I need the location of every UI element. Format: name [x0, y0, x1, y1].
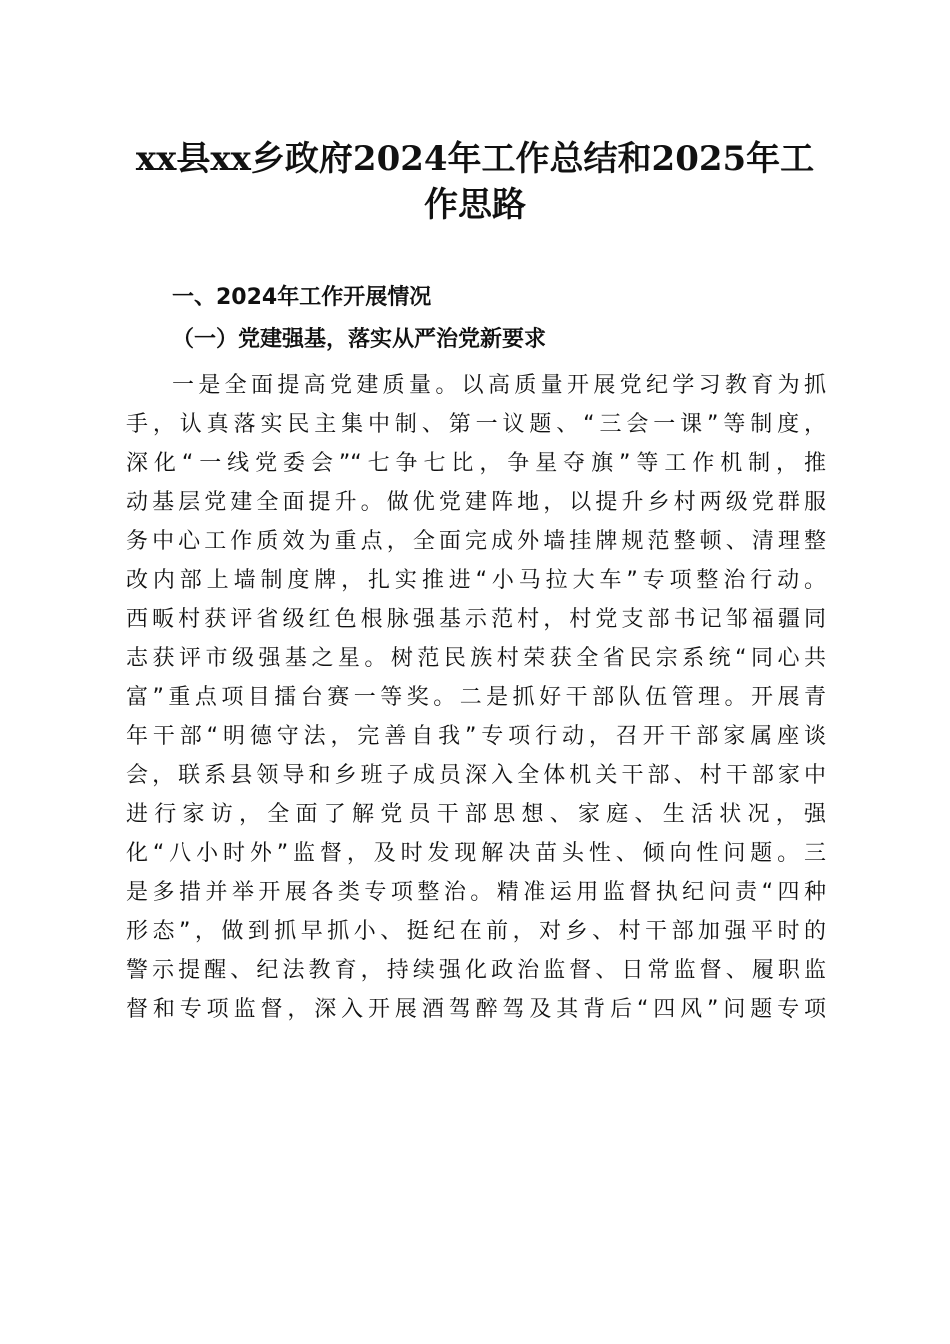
body-line: 动基层党建全面提升。做优党建阵地，以提升乡村两级党群服	[126, 490, 826, 515]
document-title	[90, 136, 860, 228]
body-line: 深化“一线党委会”“七争七比，争星夺旗”等工作机制，推	[126, 451, 826, 476]
body-line: 督和专项监督，深入开展酒驾醉驾及其背后“四风”问题专项	[126, 997, 826, 1022]
body-line: 进行家访，全面了解党员干部思想、家庭、生活状况，强	[126, 802, 826, 827]
body-line: 富”重点项目擂台赛一等奖。二是抓好干部队伍管理。开展青	[126, 685, 826, 710]
body-line: 务中心工作质效为重点，全面完成外墙挂牌规范整顿、清理整	[126, 529, 826, 554]
body-line: 一是全面提高党建质量。以高质量开展党纪学习教育为抓	[172, 373, 826, 398]
title-line-1: xx县xx乡政府2024年工作总结和2025年工	[135, 139, 815, 179]
body-line: 手，认真落实民主集中制、第一议题、“三会一课”等制度，	[126, 412, 826, 437]
body-line: 化“八小时外”监督，及时发现解决苗头性、倾向性问题。三	[126, 841, 826, 866]
body-line: 是多措并举开展各类专项整治。精准运用监督执纪问责“四种	[126, 880, 826, 905]
section-heading: 一、2024年工作开展情况	[172, 285, 432, 310]
body-line: 年干部“明德守法，完善自我”专项行动，召开干部家属座谈	[126, 724, 826, 749]
body-paragraph	[126, 366, 826, 1029]
subsection-heading: （一）党建强基，落实从严治党新要求	[172, 327, 547, 352]
body-line: 西畈村获评省级红色根脉强基示范村，村党支部书记邹福疆同	[126, 607, 826, 632]
body-line: 警示提醒、纪法教育，持续强化政治监督、日常监督、履职监	[126, 958, 826, 983]
body-line: 志获评市级强基之星。树范民族村荣获全省民宗系统“同心共	[126, 646, 826, 671]
body-line: 形态”，做到抓早抓小、挺纪在前，对乡、村干部加强平时的	[126, 919, 826, 944]
body-line: 会，联系县领导和乡班子成员深入全体机关干部、村干部家中	[126, 763, 826, 788]
title-line-2: 作思路	[424, 185, 526, 225]
body-line: 改内部上墙制度牌，扎实推进“小马拉大车”专项整治行动。	[126, 568, 826, 593]
